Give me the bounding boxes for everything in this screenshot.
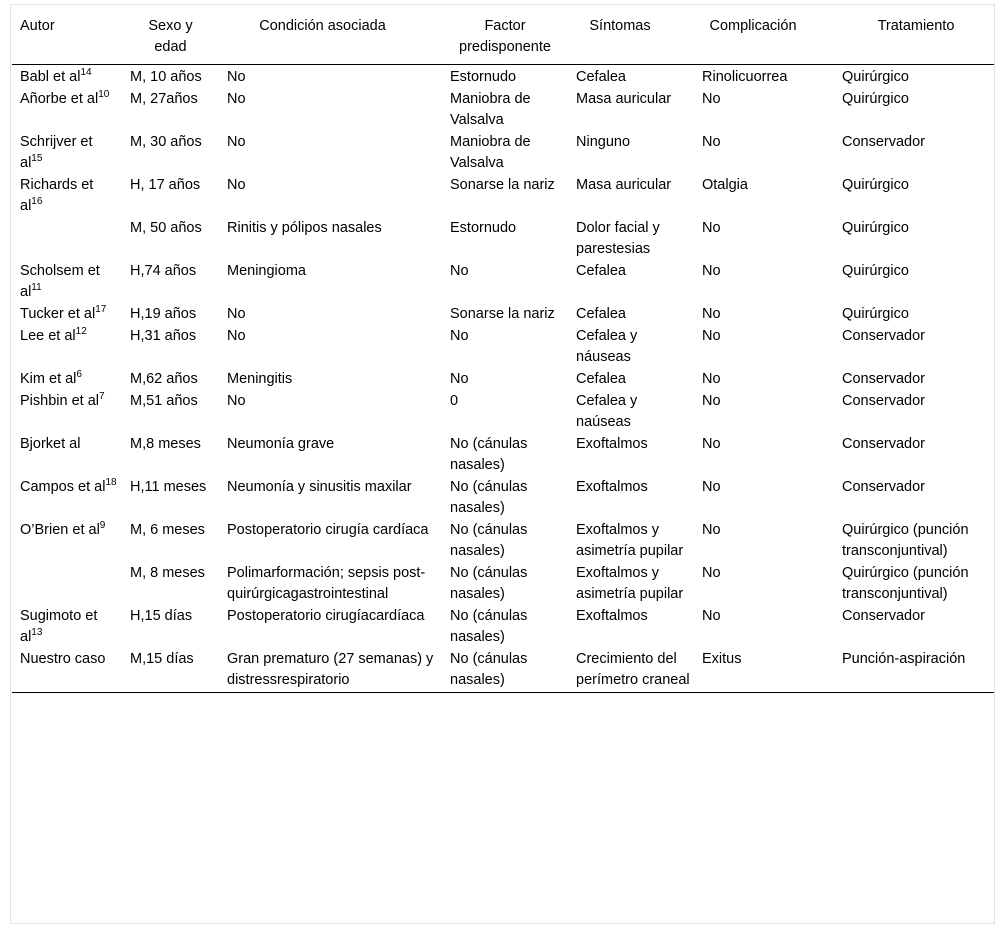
table-row bbox=[12, 520, 994, 563]
table-row bbox=[12, 477, 994, 520]
cell-condicion: No bbox=[227, 328, 246, 344]
reference-number: 14 bbox=[80, 67, 92, 78]
cell-factor: No (cánulas nasales) bbox=[450, 651, 528, 688]
reference-number: 17 bbox=[95, 304, 107, 315]
cell-condicion: Neumonía grave bbox=[227, 436, 335, 452]
cell-condicion: Polimarformación; sepsis post-quirúrgicagastrointestinal bbox=[227, 565, 426, 602]
cell-tratamiento: Quirúrgico bbox=[842, 220, 909, 236]
cell-sexo-edad: M,15 días bbox=[130, 651, 194, 667]
table-row bbox=[12, 175, 994, 218]
cell-factor: No (cánulas nasales) bbox=[450, 436, 528, 473]
cell-sexo-edad: M,8 meses bbox=[130, 436, 201, 452]
cell-condicion: Postoperatorio cirugía cardíaca bbox=[227, 522, 429, 538]
reference-number: 12 bbox=[75, 326, 87, 337]
header-factor: Factor predisponente bbox=[459, 18, 551, 55]
cell-tratamiento: Quirúrgico bbox=[842, 177, 909, 193]
cell-tratamiento: Quirúrgico bbox=[842, 263, 909, 279]
cell-tratamiento: Conservador bbox=[842, 371, 926, 387]
cell-factor: No (cánulas nasales) bbox=[450, 565, 528, 602]
cell-sintomas: Exoftalmos bbox=[576, 479, 648, 495]
cell-factor: Estornudo bbox=[450, 69, 517, 85]
cell-autor bbox=[12, 477, 122, 520]
cell-sintomas: Exoftalmos bbox=[576, 608, 648, 624]
table-row bbox=[12, 304, 994, 326]
author-name: Campos et al bbox=[20, 479, 106, 495]
cell-complicacion: No bbox=[702, 220, 721, 236]
cell-condicion: No bbox=[227, 306, 246, 322]
cell-sexo-edad: M, 6 meses bbox=[130, 522, 205, 538]
cell-factor: No (cánulas nasales) bbox=[450, 522, 528, 559]
cell-complicacion: No bbox=[702, 328, 721, 344]
header-autor: Autor bbox=[20, 18, 55, 34]
case-report-table bbox=[12, 8, 994, 693]
cell-tratamiento: Conservador bbox=[842, 479, 926, 495]
cell-condicion: No bbox=[227, 134, 246, 150]
reference-number: 6 bbox=[76, 369, 82, 380]
cell-sexo-edad: M, 30 años bbox=[130, 134, 202, 150]
header-sintomas: Síntomas bbox=[589, 18, 651, 34]
cell-sintomas: Cefalea bbox=[576, 263, 626, 279]
cell-autor bbox=[12, 369, 122, 391]
cell-complicacion: No bbox=[702, 306, 721, 322]
cell-tratamiento: Quirúrgico bbox=[842, 69, 909, 85]
table-row bbox=[12, 261, 994, 304]
cell-factor: No bbox=[450, 371, 469, 387]
cell-factor: No (cánulas nasales) bbox=[450, 608, 528, 645]
reference-number: 15 bbox=[31, 153, 43, 164]
cell-factor: No bbox=[450, 328, 469, 344]
cell-sintomas: Masa auricular bbox=[576, 177, 672, 193]
cell-factor: No (cánulas nasales) bbox=[450, 479, 528, 516]
author-name: Kim et al bbox=[20, 371, 77, 387]
cell-autor bbox=[12, 89, 122, 132]
cell-tratamiento: Conservador bbox=[842, 608, 926, 624]
cell-condicion: No bbox=[227, 91, 246, 107]
cell-sintomas: Cefalea y náuseas bbox=[576, 328, 638, 365]
cell-sexo-edad: H,19 años bbox=[130, 306, 197, 322]
cell-autor bbox=[12, 606, 122, 649]
cell-sexo-edad: M,51 años bbox=[130, 393, 198, 409]
cell-autor bbox=[12, 563, 122, 606]
cell-complicacion: No bbox=[702, 522, 721, 538]
reference-number: 16 bbox=[31, 196, 43, 207]
cell-sexo-edad: M, 27años bbox=[130, 91, 198, 107]
cell-condicion: Rinitis y pólipos nasales bbox=[227, 220, 382, 236]
cell-sintomas: Cefalea bbox=[576, 371, 626, 387]
table-row bbox=[12, 326, 994, 369]
cell-sintomas: Cefalea bbox=[576, 306, 626, 322]
cell-sexo-edad: M,62 años bbox=[130, 371, 198, 387]
cell-factor: No bbox=[450, 263, 469, 279]
cell-autor bbox=[12, 434, 122, 477]
cell-autor bbox=[12, 175, 122, 218]
header-row bbox=[12, 8, 994, 65]
cell-condicion: Meningitis bbox=[227, 371, 293, 387]
cell-complicacion: No bbox=[702, 479, 721, 495]
author-name: Richards et al bbox=[20, 177, 94, 214]
cell-sintomas: Exoftalmos bbox=[576, 436, 648, 452]
cell-tratamiento: Quirúrgico (punción transconjuntival) bbox=[842, 565, 969, 602]
author-name: O’Brien et al bbox=[20, 522, 100, 538]
cell-tratamiento: Conservador bbox=[842, 436, 926, 452]
table-row bbox=[12, 563, 994, 606]
cell-autor bbox=[12, 218, 122, 261]
cell-sexo-edad: H,31 años bbox=[130, 328, 197, 344]
cell-sintomas: Cefalea y naúseas bbox=[576, 393, 638, 430]
cell-sintomas: Ninguno bbox=[576, 134, 631, 150]
cell-autor bbox=[12, 304, 122, 326]
cell-condicion: Neumonía y sinusitis maxilar bbox=[227, 479, 412, 495]
cell-complicacion: Otalgia bbox=[702, 177, 748, 193]
cell-tratamiento: Quirúrgico bbox=[842, 306, 909, 322]
cell-tratamiento: Quirúrgico bbox=[842, 91, 909, 107]
reference-number: 7 bbox=[99, 391, 105, 402]
reference-number: 13 bbox=[31, 627, 43, 638]
reference-number: 9 bbox=[99, 520, 106, 531]
cell-complicacion: No bbox=[702, 436, 721, 452]
table-row bbox=[12, 434, 994, 477]
cell-factor: Maniobra de Valsalva bbox=[450, 134, 531, 171]
cell-sintomas: Masa auricular bbox=[576, 91, 672, 107]
cell-complicacion: No bbox=[702, 91, 721, 107]
cell-factor: 0 bbox=[450, 393, 459, 409]
cell-factor: Sonarse la nariz bbox=[450, 177, 555, 193]
cell-autor bbox=[12, 326, 122, 369]
cell-factor: Sonarse la nariz bbox=[450, 306, 555, 322]
cell-complicacion: No bbox=[702, 371, 721, 387]
cell-complicacion: No bbox=[702, 393, 721, 409]
cell-sexo-edad: H,74 años bbox=[130, 263, 197, 279]
table-row bbox=[12, 391, 994, 434]
table-row bbox=[12, 369, 994, 391]
cell-autor bbox=[12, 261, 122, 304]
cell-sexo-edad: M, 10 años bbox=[130, 69, 202, 85]
cell-sintomas: Cefalea bbox=[576, 69, 626, 85]
table-row bbox=[12, 649, 994, 693]
cell-sexo-edad: H,15 días bbox=[130, 608, 193, 624]
cell-condicion: Gran prematuro (27 semanas) y distressrespiratorio bbox=[227, 651, 434, 688]
cell-factor: Maniobra de Valsalva bbox=[450, 91, 531, 128]
reference-number: 18 bbox=[105, 477, 117, 488]
cell-condicion: No bbox=[227, 177, 246, 193]
cell-tratamiento: Conservador bbox=[842, 134, 926, 150]
author-name: Babl et al bbox=[20, 69, 81, 85]
header-complicacion: Complicación bbox=[709, 18, 797, 34]
header-tratamiento: Tratamiento bbox=[877, 18, 955, 34]
table-row bbox=[12, 218, 994, 261]
author-name: Schrijver et al bbox=[20, 134, 93, 171]
author-name: Pishbin et al bbox=[20, 393, 99, 409]
cell-complicacion: Exitus bbox=[702, 651, 742, 667]
cell-condicion: No bbox=[227, 393, 246, 409]
author-name: Lee et al bbox=[20, 328, 76, 344]
cell-autor bbox=[12, 649, 122, 693]
cell-autor bbox=[12, 65, 122, 90]
cell-sexo-edad: H, 17 años bbox=[130, 177, 201, 193]
author-name: Scholsem et al bbox=[20, 263, 100, 300]
author-name: Nuestro caso bbox=[20, 651, 106, 667]
cell-tratamiento: Punción-aspiración bbox=[842, 651, 966, 667]
cell-autor bbox=[12, 520, 122, 563]
cell-tratamiento: Conservador bbox=[842, 393, 926, 409]
header-sexo-edad: Sexo y edad bbox=[148, 18, 193, 55]
cell-condicion: Postoperatorio cirugíacardíaca bbox=[227, 608, 425, 624]
author-name: Añorbe et al bbox=[20, 91, 99, 107]
table-row bbox=[12, 89, 994, 132]
cell-sexo-edad: M, 8 meses bbox=[130, 565, 205, 581]
cell-autor bbox=[12, 391, 122, 434]
cell-autor bbox=[12, 132, 122, 175]
table-row bbox=[12, 65, 994, 90]
reference-number: 11 bbox=[31, 282, 42, 293]
cell-complicacion: Rinolicuorrea bbox=[702, 69, 788, 85]
cell-complicacion: No bbox=[702, 263, 721, 279]
header-condicion: Condición asociada bbox=[259, 18, 386, 34]
table-row bbox=[12, 606, 994, 649]
author-name: Bjorket al bbox=[20, 436, 81, 452]
cell-sexo-edad: M, 50 años bbox=[130, 220, 202, 236]
cell-complicacion: No bbox=[702, 134, 721, 150]
table-row bbox=[12, 132, 994, 175]
cell-complicacion: No bbox=[702, 608, 721, 624]
cell-tratamiento: Conservador bbox=[842, 328, 926, 344]
table-body bbox=[12, 65, 994, 693]
cell-sintomas: Dolor facial y parestesias bbox=[576, 220, 660, 257]
cell-condicion: Meningioma bbox=[227, 263, 306, 279]
author-name: Sugimoto et al bbox=[20, 608, 98, 645]
cell-condicion: No bbox=[227, 69, 246, 85]
reference-number: 10 bbox=[98, 89, 110, 100]
cell-sintomas: Exoftalmos y asimetría pupilar bbox=[576, 565, 684, 602]
cell-complicacion: No bbox=[702, 565, 721, 581]
cell-tratamiento: Quirúrgico (punción transconjuntival) bbox=[842, 522, 969, 559]
cell-sintomas: Exoftalmos y asimetría pupilar bbox=[576, 522, 684, 559]
cell-sexo-edad: H,11 meses bbox=[130, 479, 207, 495]
author-name: Tucker et al bbox=[20, 306, 96, 322]
cell-sintomas: Crecimiento del perímetro craneal bbox=[576, 651, 690, 688]
cell-factor: Estornudo bbox=[450, 220, 517, 236]
